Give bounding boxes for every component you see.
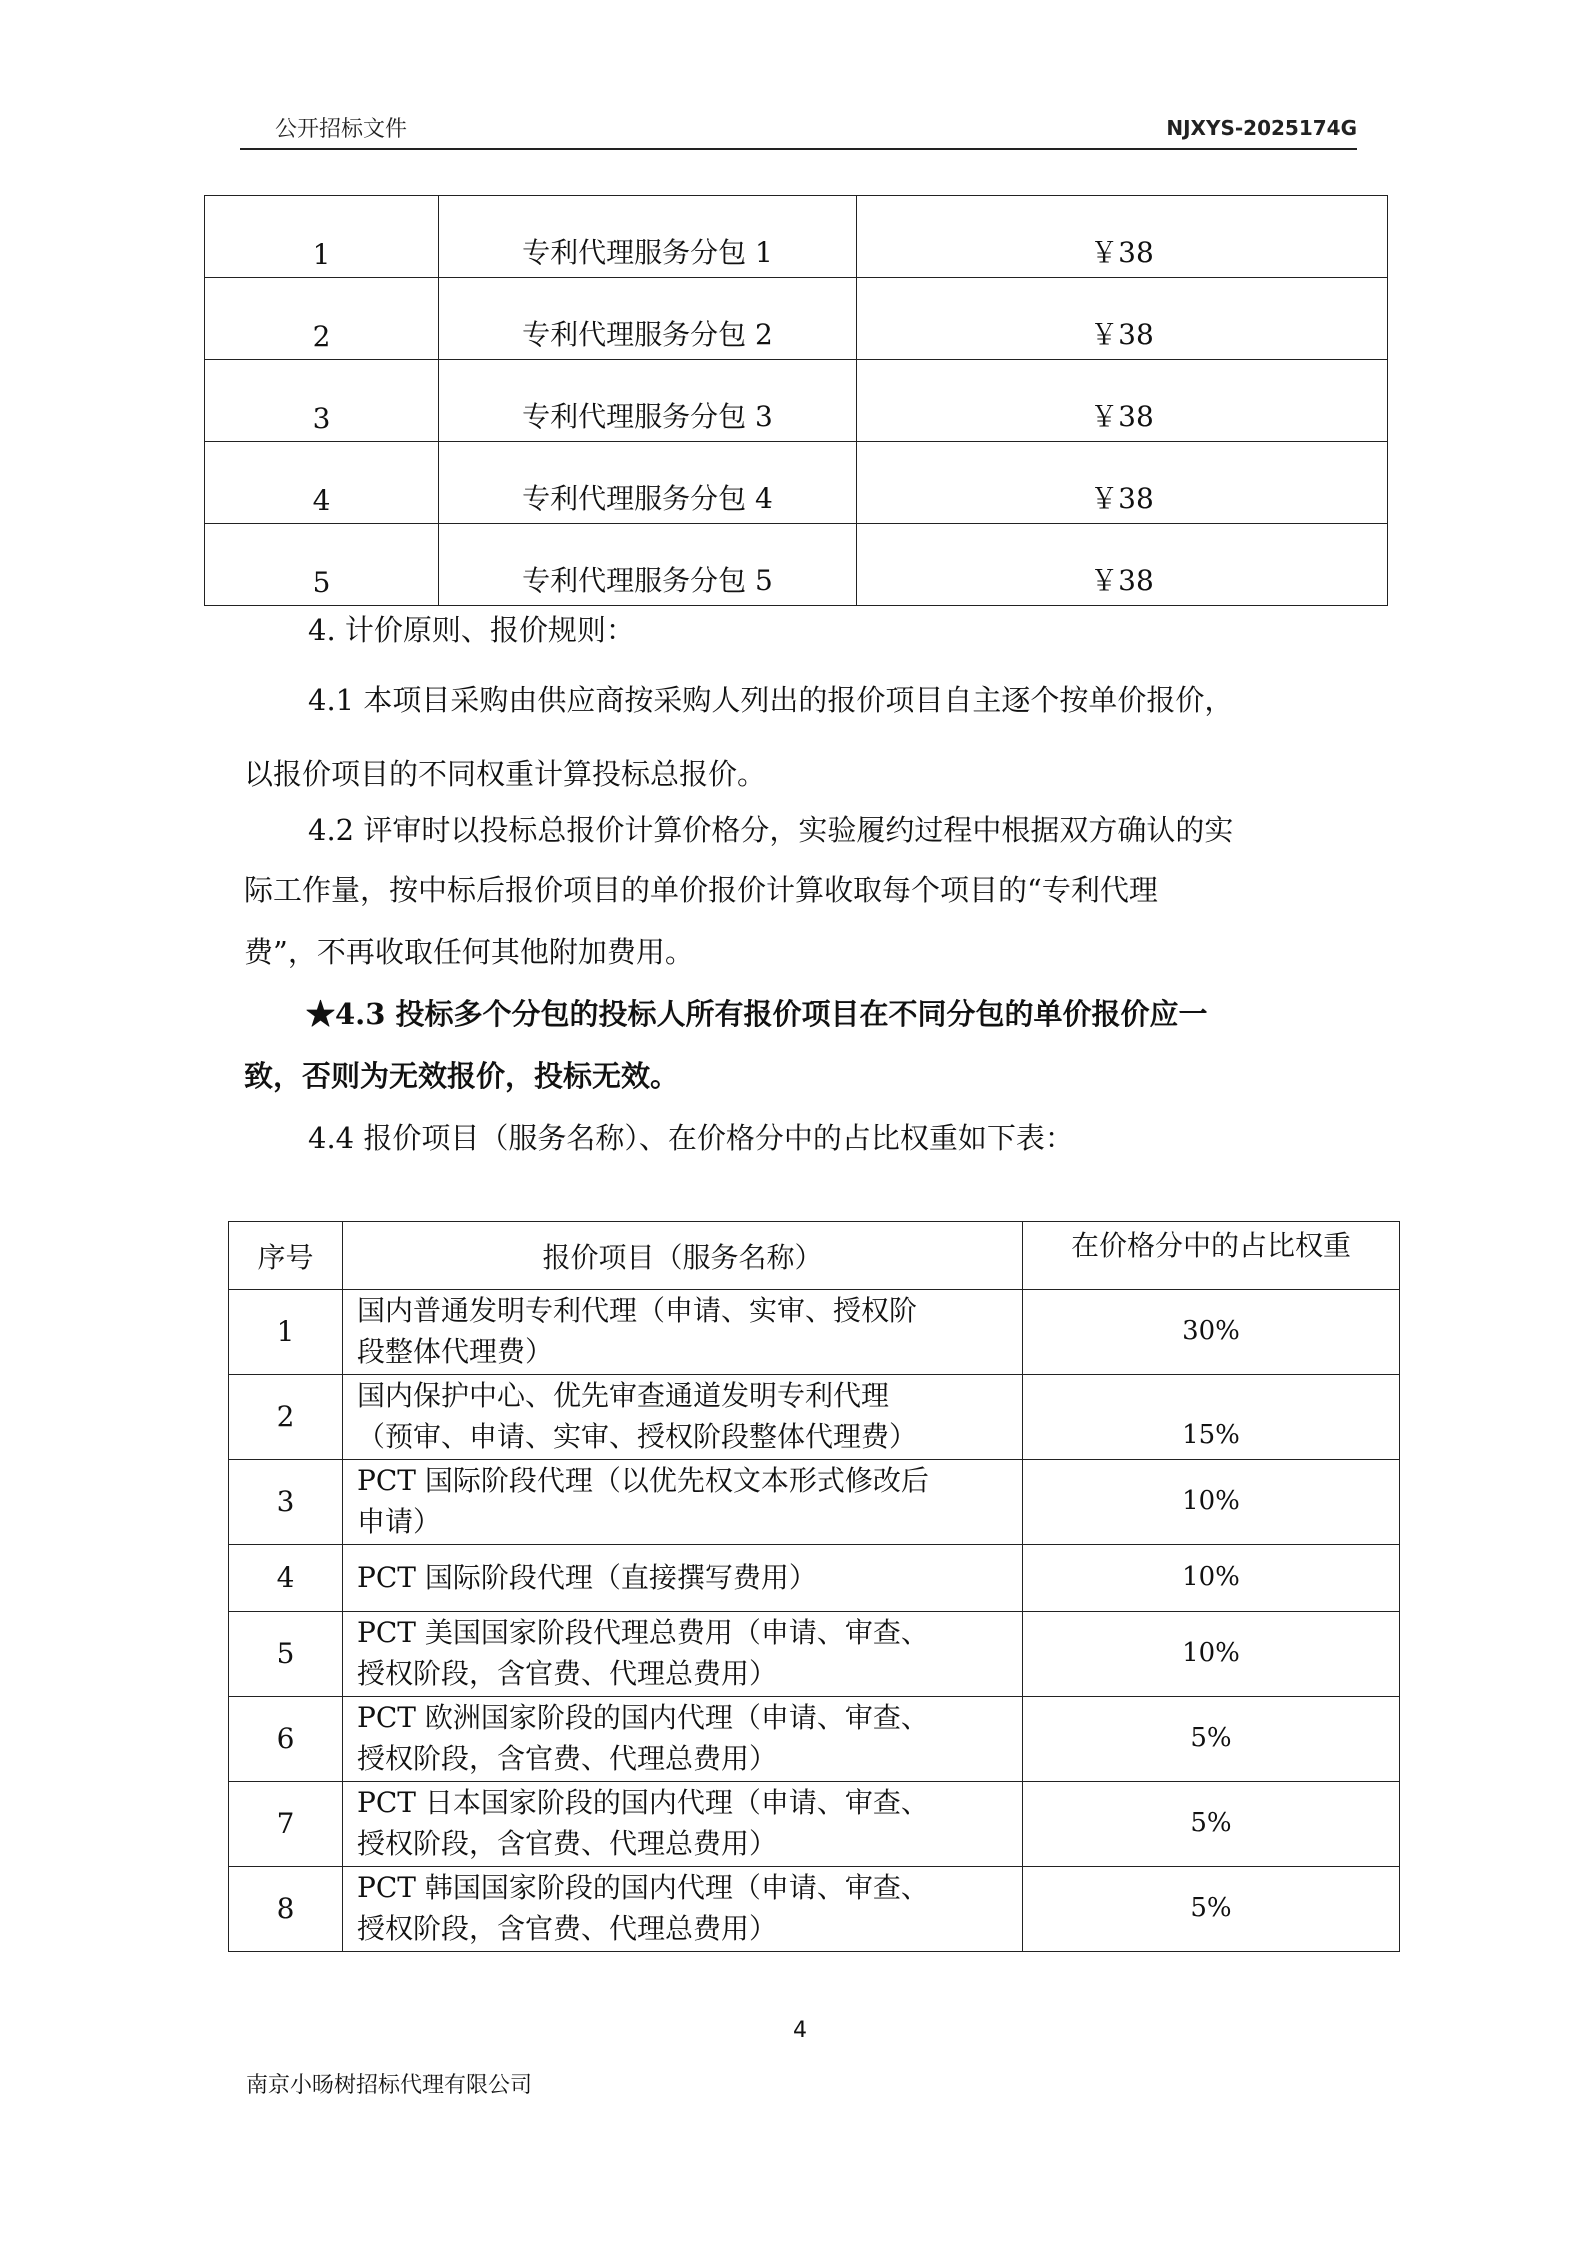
clause-4-3-line1: ★4.3 投标多个分包的投标人所有报价项目在不同分包的单价报价应一	[306, 997, 1208, 1031]
table-header-row	[229, 1222, 1400, 1290]
package-no: 4	[205, 442, 439, 524]
table-row	[229, 1545, 1400, 1612]
clause-4-2-line1: 4.2 评审时以投标总报价计算价格分，实验履约过程中根据双方确认的实	[308, 813, 1234, 847]
row-item	[343, 1697, 1023, 1782]
row-item-line2: 授权阶段，含官费、代理总费用）	[357, 1657, 778, 1690]
table-row	[229, 1290, 1400, 1375]
package-no: 5	[205, 524, 439, 606]
package-no: 1	[205, 196, 439, 278]
row-item	[343, 1460, 1023, 1545]
row-item-line2: 申请）	[357, 1505, 442, 1538]
package-price: ￥38	[857, 360, 1388, 442]
table-row	[205, 196, 1388, 278]
package-no: 3	[205, 360, 439, 442]
package-name: 专利代理服务分包 2	[439, 278, 857, 360]
row-no: 8	[229, 1867, 343, 1952]
header-doc-number: NJXYS-2025174G	[1166, 116, 1357, 140]
table-row	[229, 1460, 1400, 1545]
row-item	[343, 1867, 1023, 1952]
row-item-line1: PCT 美国国家阶段代理总费用（申请、审查、	[357, 1616, 929, 1650]
row-weight: 10%	[1023, 1460, 1400, 1545]
row-weight: 5%	[1023, 1867, 1400, 1952]
row-item-line2: （预审、申请、实审、授权阶段整体代理费）	[357, 1420, 918, 1453]
table-row	[205, 278, 1388, 360]
row-no: 5	[229, 1612, 343, 1697]
row-item-line1: 国内普通发明专利代理（申请、实审、授权阶	[357, 1294, 918, 1328]
clause-4-2-line3: 费”，不再收取任何其他附加费用。	[244, 935, 694, 969]
row-item	[343, 1612, 1023, 1697]
row-item-line2: 段整体代理费）	[357, 1335, 554, 1368]
header-divider	[240, 148, 1357, 150]
row-item-line2: 授权阶段，含官费、代理总费用）	[357, 1827, 778, 1860]
package-price: ￥38	[857, 196, 1388, 278]
package-no: 2	[205, 278, 439, 360]
row-item	[343, 1375, 1023, 1460]
clause-4-3-line2: 致，否则为无效报价，投标无效。	[244, 1059, 680, 1093]
package-name: 专利代理服务分包 3	[439, 360, 857, 442]
row-item-line1: 国内保护中心、优先审查通道发明专利代理	[357, 1379, 890, 1413]
row-weight: 5%	[1023, 1697, 1400, 1782]
package-price: ￥38	[857, 442, 1388, 524]
header-no: 序号	[229, 1222, 343, 1290]
page-number: 4	[793, 2018, 807, 2043]
package-name: 专利代理服务分包 4	[439, 442, 857, 524]
weight-table	[228, 1221, 1400, 1952]
row-item	[343, 1545, 1023, 1612]
row-no: 4	[229, 1545, 343, 1612]
package-price: ￥38	[857, 278, 1388, 360]
row-weight: 10%	[1023, 1612, 1400, 1697]
clause-4-1-line1: 4.1 本项目采购由供应商按采购人列出的报价项目自主逐个按单价报价，	[308, 683, 1234, 717]
row-item-line2: 授权阶段，含官费、代理总费用）	[357, 1742, 778, 1775]
table-row	[205, 524, 1388, 606]
row-no: 3	[229, 1460, 343, 1545]
table-row	[205, 442, 1388, 524]
row-item-line2: 授权阶段，含官费、代理总费用）	[357, 1912, 778, 1945]
clause-4-4: 4.4 报价项目（服务名称）、在价格分中的占比权重如下表：	[308, 1121, 1074, 1155]
clause-4-2-line2: 际工作量，按中标后报价项目的单价报价计算收取每个项目的“专利代理	[244, 873, 1158, 907]
row-no: 2	[229, 1375, 343, 1460]
row-item	[343, 1290, 1023, 1375]
row-item-line1: PCT 国际阶段代理（直接撰写费用）	[357, 1560, 817, 1594]
package-price-table	[204, 195, 1388, 606]
header-weight: 在价格分中的占比权重	[1023, 1222, 1400, 1290]
package-name: 专利代理服务分包 1	[439, 196, 857, 278]
row-weight: 10%	[1023, 1545, 1400, 1612]
table-row	[229, 1782, 1400, 1867]
footer-company: 南京小旸树招标代理有限公司	[246, 2073, 533, 2098]
section-heading: 4. 计价原则、报价规则：	[308, 613, 635, 647]
row-weight: 5%	[1023, 1782, 1400, 1867]
table-row	[229, 1612, 1400, 1697]
row-item-line1: PCT 日本国家阶段的国内代理（申请、审查、	[357, 1786, 929, 1820]
package-price: ￥38	[857, 524, 1388, 606]
header-item: 报价项目（服务名称）	[343, 1222, 1023, 1290]
table-row	[229, 1375, 1400, 1460]
row-no: 1	[229, 1290, 343, 1375]
table-row	[229, 1867, 1400, 1952]
row-weight: 15%	[1023, 1375, 1400, 1460]
package-name: 专利代理服务分包 5	[439, 524, 857, 606]
row-item-line1: PCT 欧洲国家阶段的国内代理（申请、审查、	[357, 1701, 929, 1735]
row-no: 7	[229, 1782, 343, 1867]
table-row	[205, 360, 1388, 442]
row-item	[343, 1782, 1023, 1867]
clause-4-1-line2: 以报价项目的不同权重计算投标总报价。	[244, 757, 767, 791]
header-doc-type: 公开招标文件	[275, 117, 408, 142]
row-item-line1: PCT 国际阶段代理（以优先权文本形式修改后	[357, 1464, 929, 1498]
row-item-line1: PCT 韩国国家阶段的国内代理（申请、审查、	[357, 1871, 929, 1905]
row-no: 6	[229, 1697, 343, 1782]
row-weight: 30%	[1023, 1290, 1400, 1375]
table-row	[229, 1697, 1400, 1782]
